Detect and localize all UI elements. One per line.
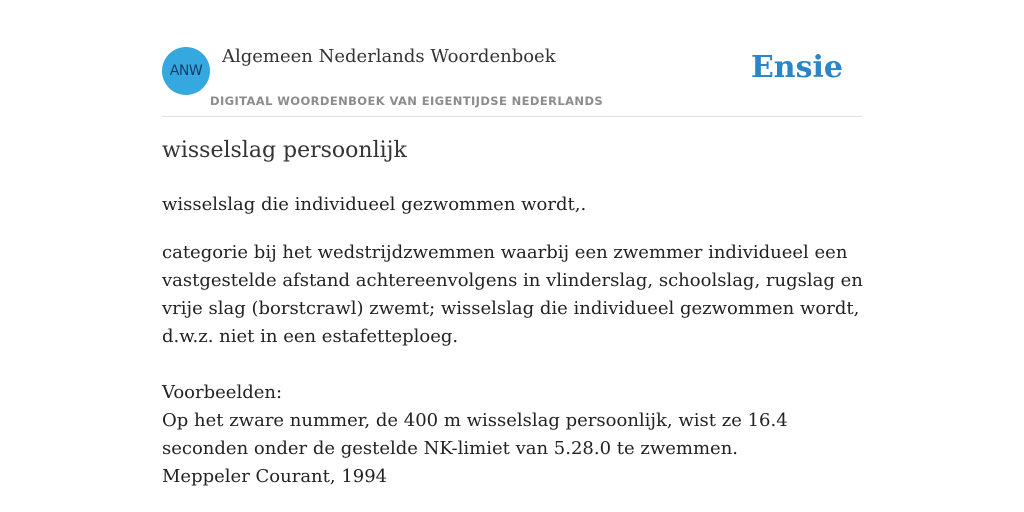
ensie-brand-link[interactable]: Ensie <box>750 50 843 85</box>
examples-section <box>162 379 867 491</box>
anw-logo[interactable] <box>162 47 210 95</box>
site-title[interactable]: Algemeen Nederlands Woordenboek <box>222 46 556 67</box>
short-definition: wisselslag die individueel gezwommen wordt,. <box>162 194 587 215</box>
example-text: Op het zware nummer, de 400 m wisselslag persoonlijk, wist ze 16.4 seconden onder de gestelde NK-limiet van 5.28.0 te zwemmen. <box>162 410 788 459</box>
definition-text: categorie bij het wedstrijdzwemmen waarbij een zwemmer individueel een vastgestelde afstand achtereenvolgens in vlinderslag, schoolslag, rugslag en vrije slag (borstcrawl) zwemt; wisselslag die individueel gezwommen wordt, d.w.z. niet in een estafetteploeg. <box>162 242 863 347</box>
header <box>162 0 862 117</box>
example-source: Meppeler Courant, 1994 <box>162 466 388 487</box>
headword: wisselslag persoonlijk <box>162 138 407 163</box>
logo-text: ANW <box>169 63 203 79</box>
examples-label: Voorbeelden: <box>162 382 283 403</box>
page-container <box>162 0 863 487</box>
site-subtitle: DIGITAAL WOORDENBOEK VAN EIGENTIJDSE NEDERLANDS <box>210 94 604 108</box>
